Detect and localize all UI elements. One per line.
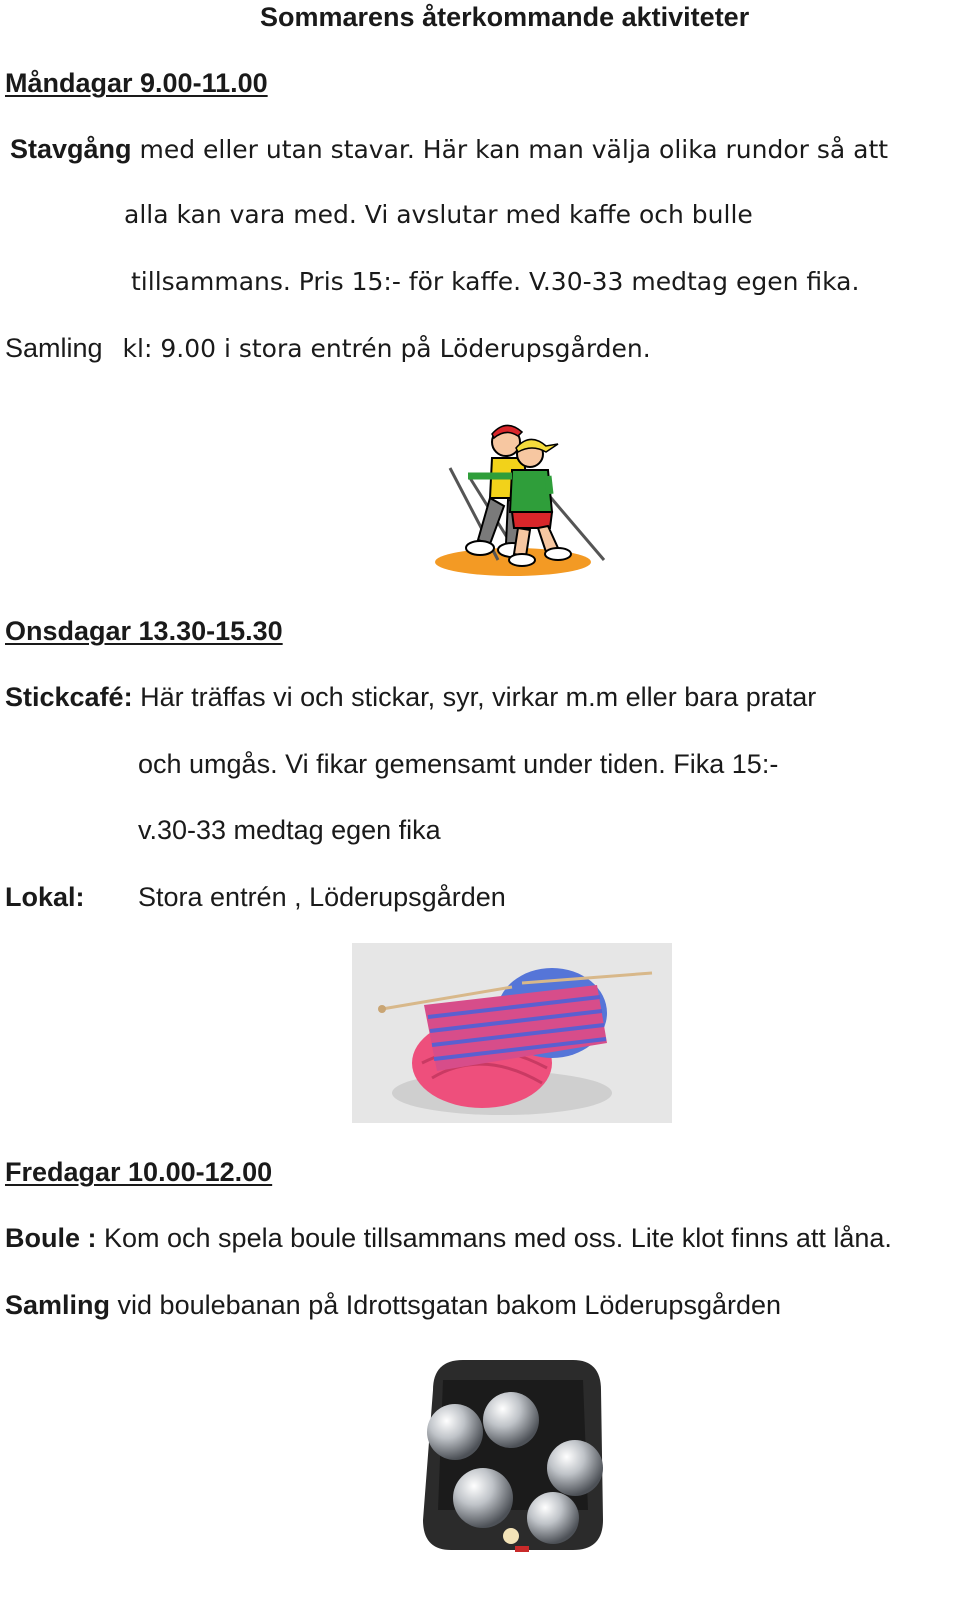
activity-label-stickcafe: Stickcafé: xyxy=(5,682,133,712)
nordic-walking-illustration xyxy=(428,420,610,580)
monday-text-1: med eller utan stavar. Här kan man välja olika rundor så att xyxy=(131,135,889,164)
wednesday-line-2: och umgås. Vi fikar gemensamt under tiden. Fika 15:- xyxy=(138,749,779,779)
friday-heading: Fredagar 10.00-12.00 xyxy=(5,1157,273,1187)
meet-label: Samling xyxy=(5,1290,111,1320)
monday-meet xyxy=(5,331,651,366)
meet-label: Samling xyxy=(5,333,103,363)
activity-label-boule: Boule : xyxy=(5,1223,97,1253)
boule-set-photo xyxy=(403,1350,621,1562)
friday-line-1 xyxy=(5,1221,892,1255)
meet-text: kl: 9.00 i stora entrén på Löderupsgården. xyxy=(122,334,651,363)
place-text: Stora entrén , Löderupsgården xyxy=(138,882,506,912)
monday-heading: Måndagar 9.00-11.00 xyxy=(5,68,268,98)
monday-line-1 xyxy=(10,132,888,167)
activity-label-stavgang: Stavgång xyxy=(10,134,132,164)
meet-text: vid boulebanan på Idrottsgatan bakom Löderupsgården xyxy=(110,1290,782,1320)
wednesday-text-1: Här träffas vi och stickar, syr, virkar m.m eller bara pratar xyxy=(132,682,817,712)
wednesday-line-3: v.30-33 medtag egen fika xyxy=(138,815,441,845)
monday-line-3: tillsammans. Pris 15:- för kaffe. V.30-33 medtag egen fika. xyxy=(131,267,860,296)
knitting-photo xyxy=(352,943,672,1123)
wednesday-line-1 xyxy=(5,680,816,714)
friday-text-1: Kom och spela boule tillsammans med oss. Lite klot finns att låna. xyxy=(96,1223,892,1253)
page-title: Sommarens återkommande aktiviteter xyxy=(260,2,750,32)
wednesday-heading: Onsdagar 13.30-15.30 xyxy=(5,616,283,646)
friday-meet xyxy=(5,1288,781,1322)
place-label: Lokal: xyxy=(5,882,85,912)
monday-line-2: alla kan vara med. Vi avslutar med kaffe och bulle xyxy=(124,200,753,229)
